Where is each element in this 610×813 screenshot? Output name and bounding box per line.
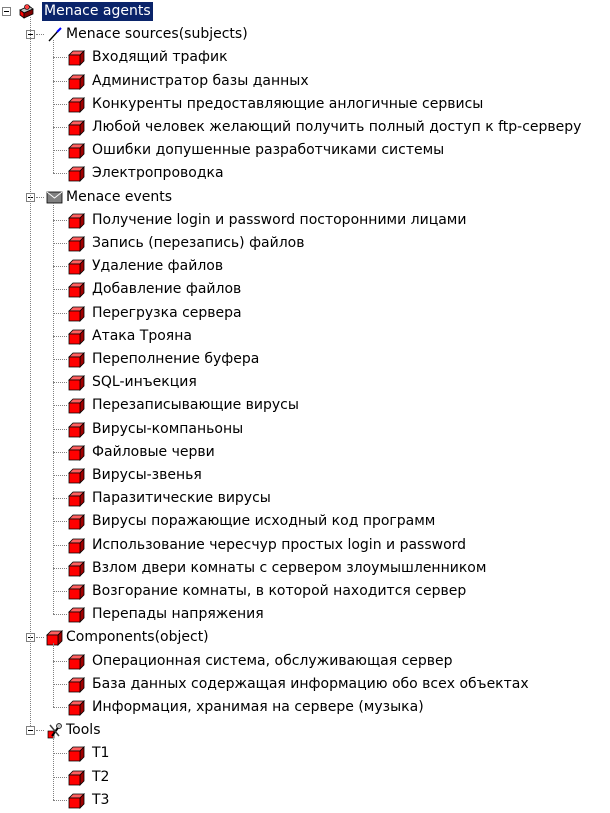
collapse-root-toggle[interactable] [2,7,11,16]
tree-node-label[interactable]: Вирусы-компаньоны [92,421,244,437]
tree-connector-line [53,81,67,82]
tree-connector-line [53,104,67,105]
red-cube-icon [68,119,85,136]
tree-connector-line [53,127,67,128]
tree-node-item[interactable] [0,673,610,696]
tree-node-label[interactable]: Удаление файлов [92,258,224,274]
tree-node-item[interactable] [0,46,610,69]
envelope-icon [46,189,63,206]
tree-connector-line [53,220,67,221]
red-cube-icon [68,281,85,298]
tree-connector-line [53,736,54,800]
tree-node-label[interactable]: Информация, хранимая на сервере (музыка) [92,699,424,715]
red-cube-icon [68,792,85,809]
tree-connector-line [53,521,67,522]
tree-node-item[interactable] [0,348,610,371]
red-cube-icon [68,328,85,345]
red-cube-icon [68,142,85,159]
tree-node-root[interactable] [0,0,610,23]
tree-connector-line [36,637,44,638]
tree-node-item[interactable] [0,557,610,580]
tree-connector-line [53,203,54,614]
tree-node-item[interactable] [0,789,610,812]
tree-node-label[interactable]: Переполнение буфера [92,351,260,367]
tree-node-label[interactable]: Menace agents [44,3,151,19]
tree-node-label[interactable]: Перепады напряжения [92,606,264,622]
tree-connector-line [36,197,44,198]
tree-node-item[interactable] [0,209,610,232]
red-cube-icon [68,351,85,368]
tree-node-label[interactable]: Menace sources(subjects) [66,26,248,42]
tree-connector-line [53,591,67,592]
tree-connector-line [53,684,67,685]
tree-node-label[interactable]: Добавление файлов [92,281,242,297]
tree-node-item[interactable] [0,371,610,394]
tree-node-item[interactable] [0,232,610,255]
tree-node-item[interactable] [0,487,610,510]
tree-node-label[interactable]: T2 [92,769,110,785]
tree-node-label[interactable]: Любой человек желающий получить полный доступ к ftp-серверу [92,119,582,135]
tree-node-label[interactable]: База данных содержащая информацию обо всех объектах [92,676,529,692]
red-cube-icon [68,537,85,554]
tree-node-label[interactable]: T3 [92,792,110,808]
tree-node-item[interactable] [0,742,610,765]
tree-connector-line [53,475,67,476]
tree-node-label[interactable]: Перезаписывающие вирусы [92,397,299,413]
collapse-group-toggle[interactable] [26,726,35,735]
red-cube-icon [68,699,85,716]
red-cube-icon [68,96,85,113]
tree-node-label[interactable]: Вирусы-звенья [92,467,202,483]
red-cube-icon [68,374,85,391]
tree-node-label[interactable]: SQL-инъекция [92,374,197,390]
tree-node-group[interactable] [0,23,610,46]
red-cube-icon [68,165,85,182]
tree-node-label[interactable]: Операционная система, обслуживающая сервер [92,653,453,669]
tree-node-item[interactable] [0,255,610,278]
tree-node-item[interactable] [0,139,610,162]
red-cube-icon [68,490,85,507]
tree-node-item[interactable] [0,603,610,626]
tree-node-label[interactable]: Menace events [66,189,173,205]
red-cube-icon [68,653,85,670]
tree-connector-line [53,40,54,173]
red-cube-icon [68,421,85,438]
tree-node-label[interactable]: Tools [66,722,101,738]
tree-node-label[interactable]: Администратор базы данных [92,73,309,89]
tree-connector-line [30,17,31,726]
red-cube-icon [68,606,85,623]
tree-node-item[interactable] [0,116,610,139]
red-cube-icon [68,73,85,90]
tree-node-item[interactable] [0,534,610,557]
tree-connector-line [53,753,67,754]
tree-connector-line [53,313,67,314]
tree-connector-line [53,800,67,801]
tree-node-item[interactable] [0,464,610,487]
red-cube-icon [68,397,85,414]
red-cube-icon [68,305,85,322]
tree-connector-line [53,643,54,707]
tree-node-item[interactable] [0,650,610,673]
red-cube-icon [68,235,85,252]
tree-node-label[interactable]: Возгорание комнаты, в которой находится сервер [92,583,467,599]
tree-connector-line [53,545,67,546]
tree-node-item[interactable] [0,418,610,441]
tree-connector-line [53,57,67,58]
tree-connector-line [53,336,67,337]
tree-connector-line [53,382,67,383]
tree-node-item[interactable] [0,580,610,603]
tools-icon [46,722,63,739]
tree-connector-line [53,498,67,499]
tree-node-item[interactable] [0,510,610,533]
tree-connector-line [53,429,67,430]
tree-node-label[interactable]: Components(object) [66,629,209,645]
tree-node-label[interactable]: Ошибки допушенные разработчиками системы [92,142,445,158]
tree-node-item[interactable] [0,93,610,116]
tree-node-item[interactable] [0,278,610,301]
tree-node-label[interactable]: Перегрузка сервера [92,305,242,321]
tree-connector-line [53,289,67,290]
tree-connector-line [53,661,67,662]
tree-node-item[interactable] [0,441,610,464]
tree-node-label[interactable]: Вирусы поражающие исходный код программ [92,513,436,529]
tree-connector-line [53,777,67,778]
tree-connector-line [53,266,67,267]
red-cube-icon [68,467,85,484]
tree-connector-line [53,568,67,569]
tree-connector-line [36,34,44,35]
tree-node-label[interactable]: Атака Трояна [92,328,192,344]
wand-icon [46,26,63,43]
tree-connector-line [53,359,67,360]
tree-node-item[interactable] [0,394,610,417]
tree-connector-line [53,614,67,615]
tree-connector-line [53,150,67,151]
tree-node-label[interactable]: Конкуренты предоставляющие анлогичные сервисы [92,96,484,112]
tree-node-label[interactable]: Взлом двери комнаты с сервером злоумышленником [92,560,487,576]
tree-node-item[interactable] [0,766,610,789]
tree-node-label[interactable]: Файловые черви [92,444,215,460]
red-cube-icon [68,583,85,600]
red-cube-icon [68,745,85,762]
tree-connector-line [53,173,67,174]
red-cube-icon [68,676,85,693]
red-cube-icon [46,629,63,646]
tree-node-label[interactable]: Получение login и password посторонними лицами [92,212,467,228]
tree-node-group[interactable] [0,626,610,649]
tree-node-label[interactable]: T1 [92,745,110,761]
tree-node-label[interactable]: Электропроводка [92,165,224,181]
tree-node-group[interactable] [0,719,610,742]
tree-node-group[interactable] [0,186,610,209]
red-cube-icon [68,513,85,530]
tree-connector-line [36,730,44,731]
tree-connector-line [53,243,67,244]
tree-node-item[interactable] [0,325,610,348]
red-cube-icon [68,444,85,461]
agents-icon [18,3,35,20]
red-cube-icon [68,212,85,229]
tree-node-item[interactable] [0,302,610,325]
tree-node-item[interactable] [0,70,610,93]
tree-node-label[interactable]: Входящий трафик [92,49,228,65]
tree-node-label[interactable]: Запись (перезапись) файлов [92,235,305,251]
red-cube-icon [68,769,85,786]
red-cube-icon [68,560,85,577]
red-cube-icon [68,49,85,66]
tree-node-item[interactable] [0,162,610,185]
tree-connector-line [53,452,67,453]
tree-node-item[interactable] [0,696,610,719]
tree-node-label[interactable]: Использование чересчур простых login и password [92,537,467,553]
red-cube-icon [68,258,85,275]
tree-connector-line [53,405,67,406]
tree-connector-line [53,707,67,708]
tree-node-label[interactable]: Паразитические вирусы [92,490,271,506]
